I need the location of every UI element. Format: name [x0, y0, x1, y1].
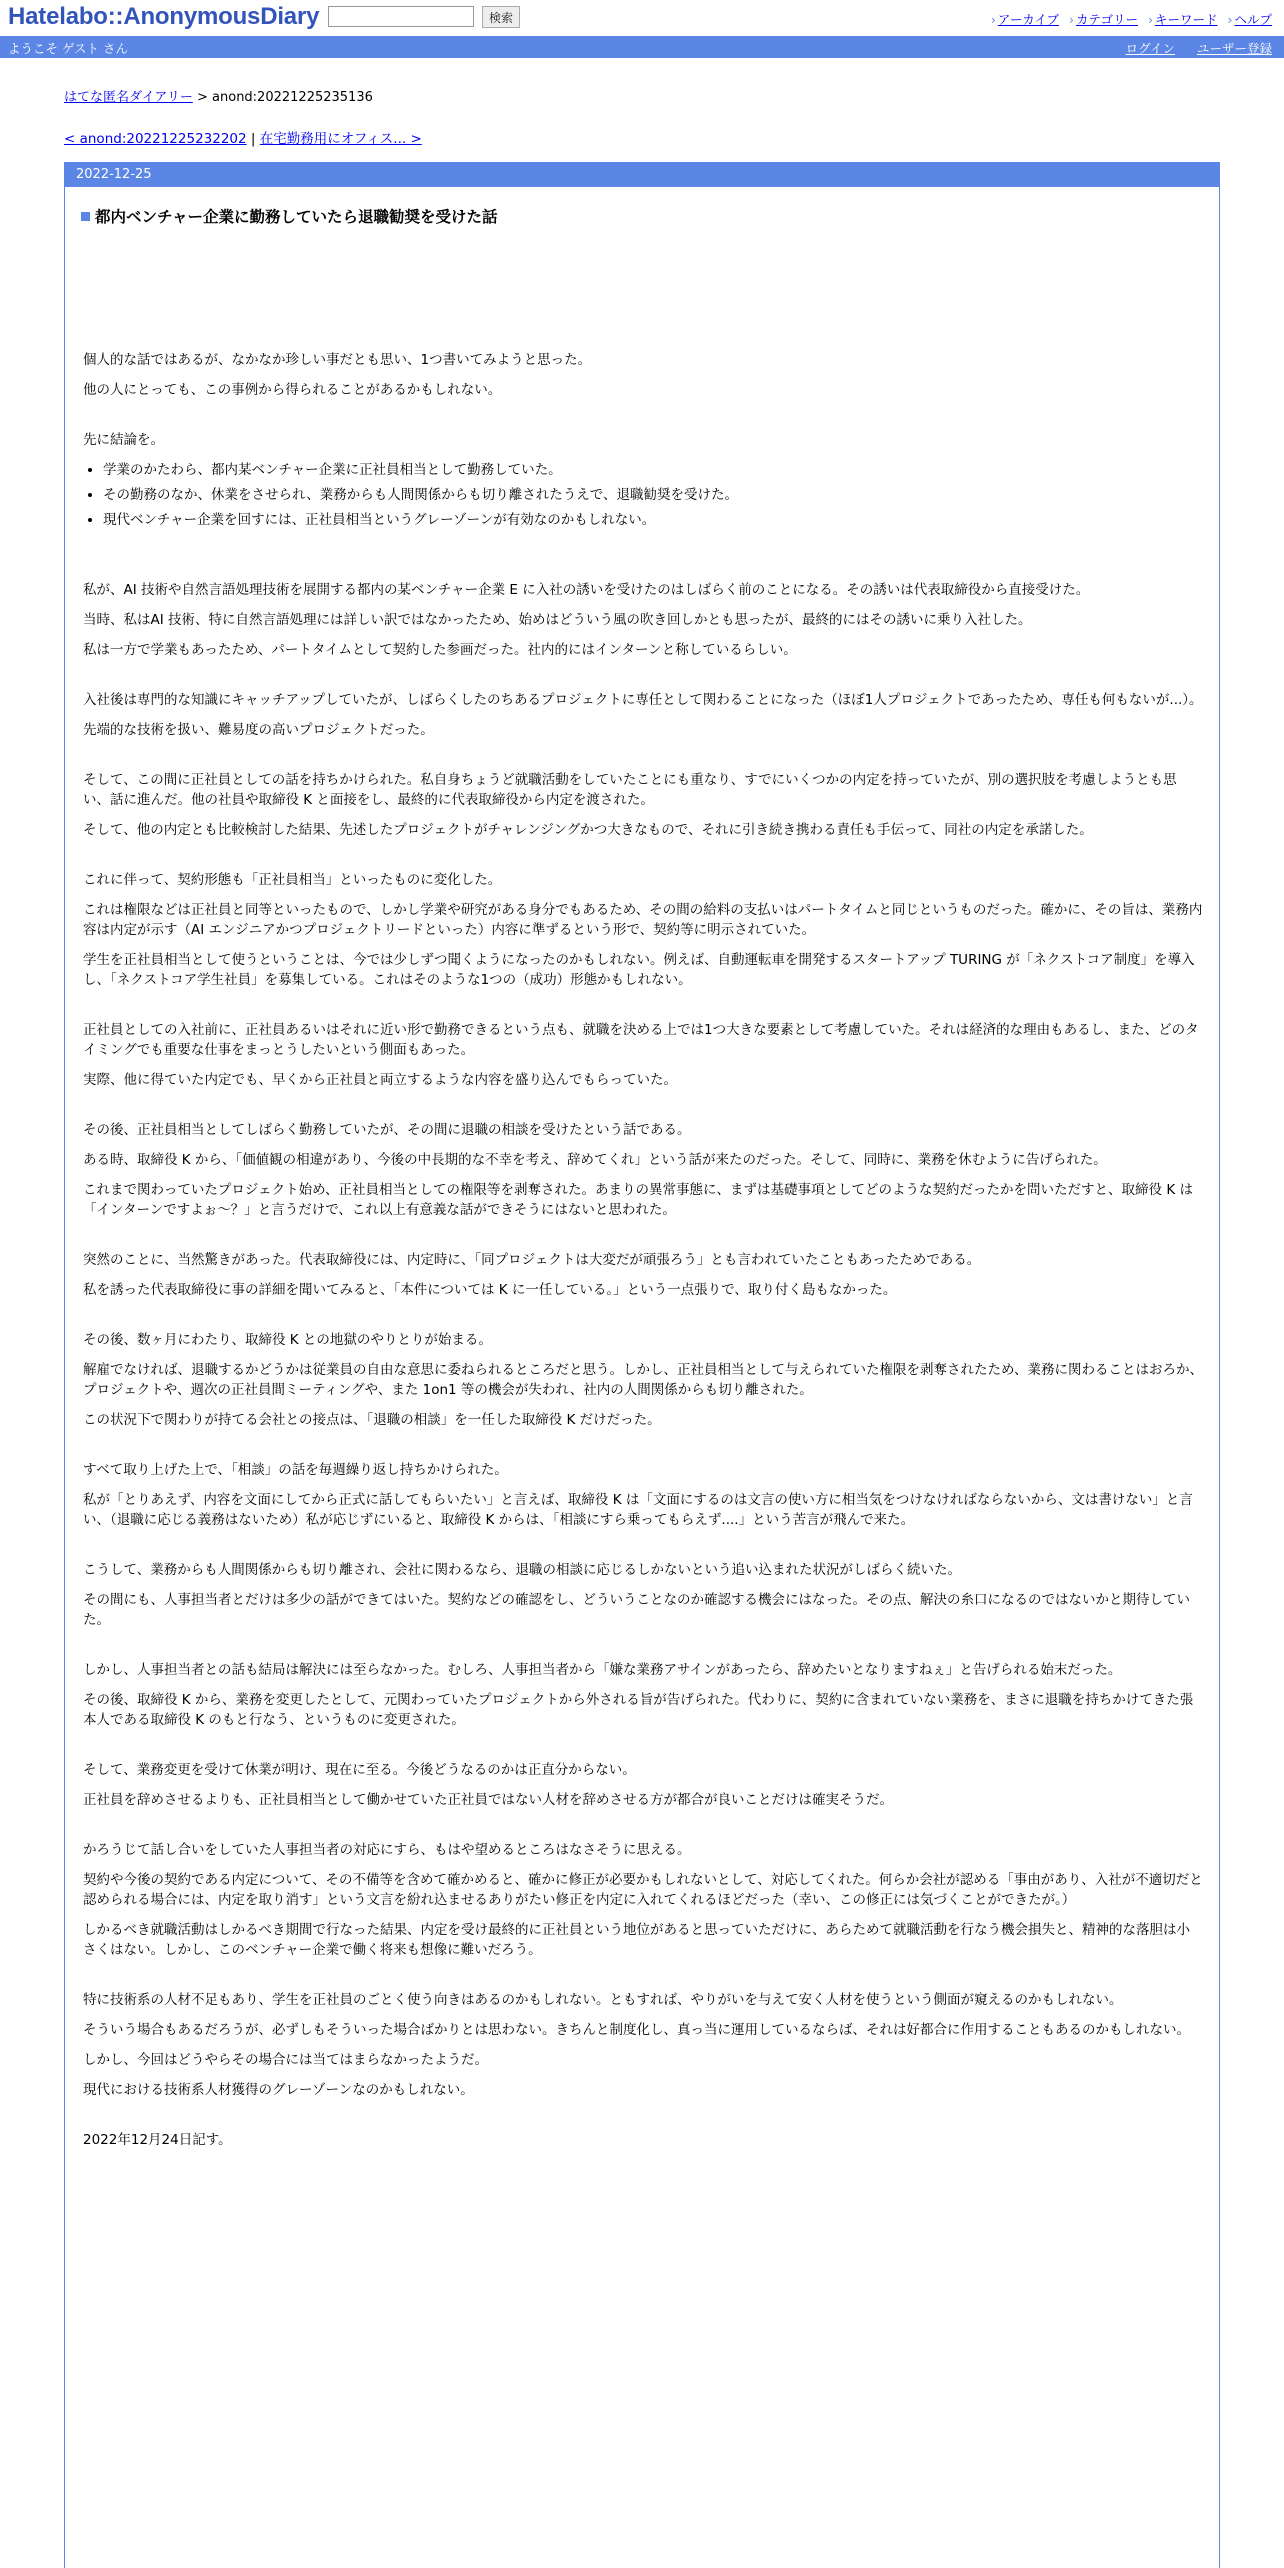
signup-link[interactable]: ユーザー登録: [1196, 41, 1272, 56]
paragraph: 正社員としての入社前に、正社員あるいはそれに近い形で勤務できるという点も、就職を決める上では1つ大きな要素として考慮していた。それは経済的な理由もあるし、また、どのタイミングでも重要な仕事をまっとうしたいという側面もあった。: [83, 1022, 1199, 1058]
day-section: [64, 162, 1220, 2568]
help-link[interactable]: › ヘルプ: [1227, 12, 1272, 27]
paragraph: すべて取り上げた上で、「相談」の話を毎週繰り返し持ちかけられた。: [83, 1462, 508, 1478]
paragraph: 実際、他に得ていた内定でも、早くから正社員と両立するような内容を盛り込んでもらっていた。: [83, 1072, 677, 1088]
paragraph: そして、この間に正社員としての話を持ちかけられた。私自身ちょうど就職活動をしていたことにも重なり、すでにいくつかの内定を持っていたが、別の選択肢を考慮しようとも思い、話に進んだ。他の社員や取締役 K と面接をし、最終的に代表取締役から内定を渡された。: [83, 772, 1177, 808]
paragraph: 特に技術系の人材不足もあり、学生を正社員のごとく使う向きはあるのかもしれない。ともすれば、やりがいを与えて安く人材を使うという側面が窺えるのかもしれない。: [83, 1992, 1123, 2008]
auth-links: [1126, 39, 1272, 57]
entry-body: [83, 350, 1203, 2160]
category-link[interactable]: › カテゴリー: [1068, 12, 1138, 27]
paragraph: こうして、業務からも人間関係からも切り離され、会社に関わるなら、退職の相談に応じるしかないという追い込まれた状況がしばらく続いた。: [83, 1562, 962, 1578]
login-link[interactable]: ログイン: [1125, 41, 1175, 56]
paragraph: 私は一方で学業もあったため、パートタイムとして契約した参画だった。社内的にはインターンと称しているらしい。: [83, 642, 797, 658]
caret-icon: ›: [1147, 12, 1153, 27]
pager-separator: |: [250, 131, 256, 147]
paragraph: その後、取締役 K から、業務を変更したとして、元関わっていたプロジェクトから外される旨が告げられた。代わりに、契約に含まれていない業務を、まさに退職を持ちかけてきた張本人である取締役 K のもと行なう、というものに変更された。: [83, 1692, 1194, 1728]
paragraph: しかし、人事担当者との話も結局は解決には至らなかった。むしろ、人事担当者から「嫌な業務アサインがあったら、辞めたいとなりますねぇ」と告げられる始末だった。: [83, 1662, 1122, 1678]
entry-title-text: 都内ベンチャー企業に勤務していたら退職勧奨を受けた話: [95, 208, 498, 226]
caret-icon: ›: [1227, 12, 1233, 27]
date-header[interactable]: 2022-12-25: [65, 163, 1219, 187]
paragraph: その間にも、人事担当者とだけは多少の話ができてはいた。契約などの確認をし、どういうことなのか確認する機会にはなった。その点、解決の糸口になるのではないかと期待していた。: [83, 1592, 1190, 1628]
breadcrumb: [64, 86, 373, 105]
list-item: • その勤務のなか、休業をさせられ、業務からも人間関係からも切り離されたうえで、退職勧奨を受けた。: [103, 485, 1203, 505]
paragraph: ある時、取締役 K から、「価値観の相違があり、今後の中長期的な不幸を考え、辞めてくれ」という話が来たのだった。そして、同時に、業務を休むように告げられた。: [83, 1152, 1107, 1168]
paragraph: 私を誘った代表取締役に事の詳細を聞いてみると、「本件については K に一任している。」という一点張りで、取り付く島もなかった。: [83, 1282, 897, 1298]
list-item: • 学業のかたわら、都内某ベンチャー企業に正社員相当として勤務していた。: [103, 460, 1203, 480]
keyword-link[interactable]: › キーワード: [1147, 12, 1218, 27]
conclusion-list: [83, 460, 1203, 530]
paragraph: その後、正社員相当としてしばらく勤務していたが、その間に退職の相談を受けたという話である。: [83, 1122, 691, 1138]
list-item: • 現代ベンチャー企業を回すには、正社員相当というグレーゾーンが有効なのかもしれない。: [103, 510, 1203, 530]
caret-icon: ›: [1068, 12, 1074, 27]
entry-pager: [64, 127, 422, 147]
search-button[interactable]: 検索: [482, 6, 520, 28]
paragraph: 契約や今後の契約である内定について、その不備等を含めて確かめると、確かに修正が必要かもしれないとして、対応してくれた。何らか会社が認める「事由があり、入社が不適切だと認められる場合には、内定を取り消す」という文言を紛れ込ませるありがたい修正を内定に入れてくれるほどだった（幸い、この修正には気づくことができたが。）: [83, 1872, 1203, 1908]
paragraph: 学生を正社員相当として使うということは、今では少しずつ聞くようになったのかもしれない。例えば、自動運転車を開発するスタートアップ TURING が「ネクストコア制度」を導入し、「ネクストコア学生社員」を募集している。これはそのような1つの（成功）形態かもしれない。: [83, 952, 1195, 988]
paragraph: そういう場合もあるだろうが、必ずしもそういった場合ばかりとは思わない。きちんと制度化し、真っ当に運用しているならば、それは好都合に作用することもあるのかもしれない。: [83, 2022, 1190, 2038]
entry-title: [81, 205, 498, 227]
caret-icon: ›: [990, 12, 996, 27]
search-input[interactable]: [328, 6, 474, 27]
paragraph: 私が、AI 技術や自然言語処理技術を展開する都内の某ベンチャー企業 E に入社の誘いを受けたのはしばらく前のことになる。その誘いは代表取締役から直接受けた。: [83, 582, 1090, 598]
paragraph: 突然のことに、当然驚きがあった。代表取締役には、内定時に、「同プロジェクトは大変だが頑張ろう」とも言われていたこともあったためである。: [83, 1252, 981, 1268]
paragraph: 先端的な技術を扱い、難易度の高いプロジェクトだった。: [83, 722, 434, 738]
paragraph: この状況下で関わりが持てる会社との接点は、「退職の相談」を一任した取締役 K だけだった。: [83, 1412, 661, 1428]
paragraph: しかるべき就職活動はしかるべき期間で行なった結果、内定を受け最終的に正社員という地位があると思っていただけに、あらためて就職活動を行なう機会損失と、精神的な落胆は小さくはない。しかし、このベンチャー企業で働く将来も想像に難いだろう。: [83, 1922, 1190, 1958]
paragraph: 入社後は専門的な知識にキャッチアップしていたが、しばらくしたのちあるプロジェクトに専任として関わることになった（ほぼ1人プロジェクトであったため、専任も何もないが...）。: [83, 692, 1203, 708]
entry-permalink-icon[interactable]: [81, 212, 90, 221]
paragraph: これまで関わっていたプロジェクト始め、正社員相当としての権限等を剥奪された。あまりの異常事態に、まずは基礎事項としてどのような契約だったかを問いただすと、取締役 K は「インターンですよぉ〜？」と言うだけで、これ以上有意義な話ができそうにはないと思われた。: [83, 1182, 1193, 1218]
welcome-text: ようこそ ゲスト さん: [8, 41, 128, 56]
archive-link[interactable]: › アーカイブ: [990, 12, 1059, 27]
paragraph: 正社員を辞めさせるよりも、正社員相当として働かせていた正社員ではない人材を辞めさせる方が都合が良いことだけは確実そうだ。: [83, 1792, 893, 1808]
paragraph: 個人的な話ではあるが、なかなか珍しい事だとも思い、1つ書いてみようと思った。: [83, 352, 592, 368]
header-links: [991, 10, 1272, 28]
paragraph: そして、他の内定とも比較検討した結果、先述したプロジェクトがチャレンジングかつ大きなもので、それに引き続き携わる責任も手伝って、同社の内定を承諾した。: [83, 822, 1093, 838]
paragraph: 他の人にとっても、この事例から得られることがあるかもしれない。: [83, 382, 502, 398]
paragraph: 私が「とりあえず、内容を文面にしてから正式に話してもらいたい」と言えば、取締役 K は「文面にするのは文言の使い方に相当気をつけなければならないから、文は書けない」と言い、（退職に応じる義務はないため）私が応じずにいると、取締役 K からは、「相談にすら乗ってもらえず....」という苦言が飛んで来た。: [83, 1492, 1193, 1528]
paragraph: これは権限などは正社員と同等といったもので、しかし学業や研究がある身分でもあるため、その間の給料の支払いはパートタイムと同じというものだった。確かに、その旨は、業務内容は内定が示す（AI エンジニアかつプロジェクトリードといった）内容に準ずるという形で、契約等に明示されていた。: [83, 902, 1203, 938]
paragraph: 先に結論を。: [83, 432, 164, 448]
paragraph: 現代における技術系人材獲得のグレーゾーンなのかもしれない。: [83, 2082, 474, 2098]
site-logo[interactable]: Hatelabo::AnonymousDiary: [8, 3, 320, 30]
paragraph: そして、業務変更を受けて休業が明け、現在に至る。今後どうなるのかは正直分からない。: [83, 1762, 636, 1778]
prev-entry-link[interactable]: < anond:20221225232202: [64, 131, 247, 147]
paragraph: かろうじて話し合いをしていた人事担当者の対応にすら、もはや望めるところはなさそうに思える。: [83, 1842, 691, 1858]
paragraph: 解雇でなければ、退職するかどうかは従業員の自由な意思に委ねられるところだと思う。しかし、正社員相当として与えられていた権限を剥奪されたため、業務に関わることはおろか、プロジェクトや、週次の正社員間ミーティングや、また 1on1 等の機会が失われ、社内の人間関係からも切り離された。: [83, 1362, 1203, 1398]
user-bar: [0, 36, 1284, 58]
signoff: 2022年12月24日記す。: [83, 2132, 232, 2148]
paragraph: 当時、私はAI 技術、特に自然言語処理には詳しい訳ではなかったため、始めはどういう風の吹き回しかとも思ったが、最終的にはその誘いに乗り入社した。: [83, 612, 1032, 628]
top-header: [0, 0, 1284, 36]
next-entry-link[interactable]: 在宅勤務用にオフィス... >: [259, 131, 422, 147]
paragraph: これに伴って、契約形態も「正社員相当」といったものに変化した。: [83, 872, 502, 888]
breadcrumb-separator: >: [196, 90, 208, 105]
paragraph: しかし、今回はどうやらその場合には当てはまらなかったようだ。: [83, 2052, 488, 2068]
paragraph: その後、数ヶ月にわたり、取締役 K との地獄のやりとりが始まる。: [83, 1332, 492, 1348]
breadcrumb-current: anond:20221225235136: [212, 90, 373, 105]
breadcrumb-home-link[interactable]: はてな匿名ダイアリー: [64, 90, 193, 105]
